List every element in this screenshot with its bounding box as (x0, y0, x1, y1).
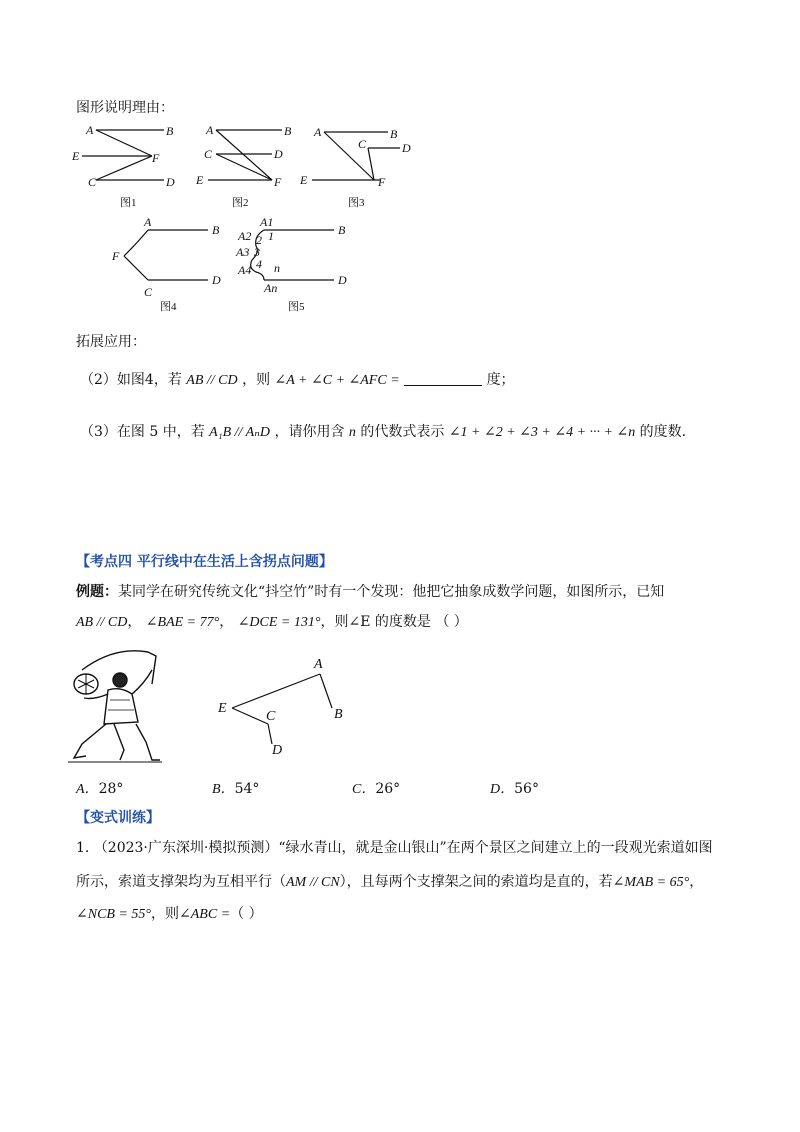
example-condition-2: ∠BAE = 77° (145, 615, 220, 630)
figure-5 (234, 216, 354, 320)
option-b[interactable]: B．54° (212, 781, 260, 797)
fig1-label-d: D (166, 175, 175, 189)
exercise-1-angle-mab: ∠MAB = 65° (612, 875, 690, 890)
q3-mid: ，请你用含 (274, 424, 345, 440)
q2-prefix: （2）如图4，若 (80, 372, 182, 388)
fig3-label-d: D (402, 141, 411, 155)
q2-answer-blank[interactable] (404, 371, 482, 386)
fig5-angle-4: 4 (256, 257, 262, 271)
fig5-label-a4: A4 (238, 263, 252, 277)
example-label: 例题： (76, 584, 118, 600)
q3-mid2: 的代数式表示 (360, 424, 445, 440)
fig2-label-c: C (204, 147, 213, 161)
fig1-label-b: B (166, 124, 174, 138)
q2-expression: ∠A + ∠C + ∠AFC = (274, 373, 400, 388)
q3-prefix: （3）在图 5 中，若 (80, 424, 205, 440)
q3-condition: A₁B // AₙD (209, 425, 271, 440)
example-text: 某同学在研究传统文化“抖空竹”时有一个发现：他把它抽象成数学问题，如图所示，已知 (118, 584, 665, 600)
figure-2 (196, 118, 306, 214)
example-condition-1: AB // CD (76, 615, 128, 630)
example-label-e: E (218, 701, 227, 716)
fig2-label-b: B (284, 124, 292, 138)
q2-condition: AB // CD (186, 373, 238, 388)
section-4-title: 【考点四 平行线中在生活上含拐点问题】 (76, 554, 333, 570)
example-label-c: C (266, 709, 276, 724)
fig3-label-b: B (390, 127, 398, 141)
fig3-caption: 图3 (348, 197, 365, 209)
fig4-label-a: A (144, 215, 152, 229)
diabolo-player-illustration (64, 640, 164, 770)
fig2-label-a: A (206, 123, 214, 137)
fig5-angle-3: 3 (254, 245, 260, 259)
q3-suffix: 的度数. (639, 424, 687, 440)
q2-suffix: 度； (486, 372, 515, 388)
exercise-1-angle-abc: ∠ABC = (179, 907, 231, 922)
option-d[interactable]: D．56° (490, 781, 539, 797)
fig5-label-a3: A3 (236, 245, 250, 259)
q3-variable: n (348, 425, 356, 440)
fig5-label-an: An (264, 281, 278, 295)
option-a[interactable]: A．28° (76, 781, 124, 797)
fig5-label-b: B (338, 223, 346, 237)
fig5-angle-1: 1 (268, 229, 274, 243)
example-label-b: B (334, 707, 343, 722)
figure-1 (66, 118, 186, 214)
fig3-label-c: C (358, 137, 367, 151)
fig5-angle-n: n (274, 261, 280, 275)
fig1-label-e: E (72, 149, 80, 163)
question-3 (80, 422, 686, 443)
fig2-label-e: E (196, 173, 204, 187)
example-condition-3: ∠DCE = 131° (237, 615, 321, 630)
fig2-label-f: F (274, 175, 282, 189)
example-figure (210, 650, 360, 764)
example-label-a: A (314, 657, 323, 672)
fig3-label-f: F (378, 175, 386, 189)
option-c[interactable]: C．26° (352, 781, 401, 797)
exercise-1-line-3: ∠NCB = 55°，则∠ABC =（ ） (76, 906, 263, 922)
exercise-1-line-2: 所示，索道支撑架均为互相平行（AM // CN），且每两个支撑架之间的索道均是直的，若∠MAB = 65°， (76, 874, 704, 890)
fig1-label-a: A (86, 123, 94, 137)
figure-3 (300, 118, 420, 214)
fig5-label-d: D (338, 273, 347, 287)
intro-label: 图形说明理由： (76, 100, 174, 116)
fig4-label-d: D (212, 273, 221, 287)
example-label-d: D (272, 743, 283, 758)
fig4-label-c: C (144, 285, 153, 299)
variant-title: 【变式训练】 (76, 810, 160, 826)
q2-mid: ，则 (242, 372, 271, 388)
fig5-angle-2: 2 (256, 233, 262, 247)
exercise-1-line-1: 1. （2023·广东深圳·模拟预测）“绿水青山，就是金山银山”在两个景区之间建立上的一段观光索道如图 (76, 840, 713, 856)
example-tail: ，则∠E 的度数是 （ ） (320, 614, 468, 630)
fig5-label-a2: A2 (238, 229, 252, 243)
fig1-caption: 图1 (120, 197, 137, 209)
exercise-1-condition: AM // CN (286, 875, 340, 890)
fig2-caption: 图2 (232, 197, 249, 209)
fig1-label-c: C (88, 175, 97, 189)
fig3-label-e: E (300, 173, 308, 187)
question-2 (80, 370, 515, 391)
fig1-label-f: F (152, 151, 160, 165)
fig5-label-a1: A1 (260, 215, 274, 229)
exercise-1-angle-ncb: ∠NCB = 55° (76, 907, 152, 922)
example-line-2: AB // CD， ∠BAE = 77°， ∠DCE = 131°，则∠E 的度数是 （ ） (76, 614, 468, 630)
fig4-label-b: B (212, 223, 220, 237)
fig2-label-d: D (274, 147, 283, 161)
fig4-caption: 图4 (160, 301, 177, 313)
example-line-1 (76, 582, 664, 602)
fig5-caption: 图5 (288, 301, 305, 313)
fig4-label-f: F (112, 249, 120, 263)
q3-expression: ∠1 + ∠2 + ∠3 + ∠4 + ··· + ∠n (448, 425, 636, 440)
extension-label: 拓展应用： (76, 334, 146, 350)
fig3-label-a: A (314, 125, 322, 139)
figure-4 (108, 216, 228, 320)
